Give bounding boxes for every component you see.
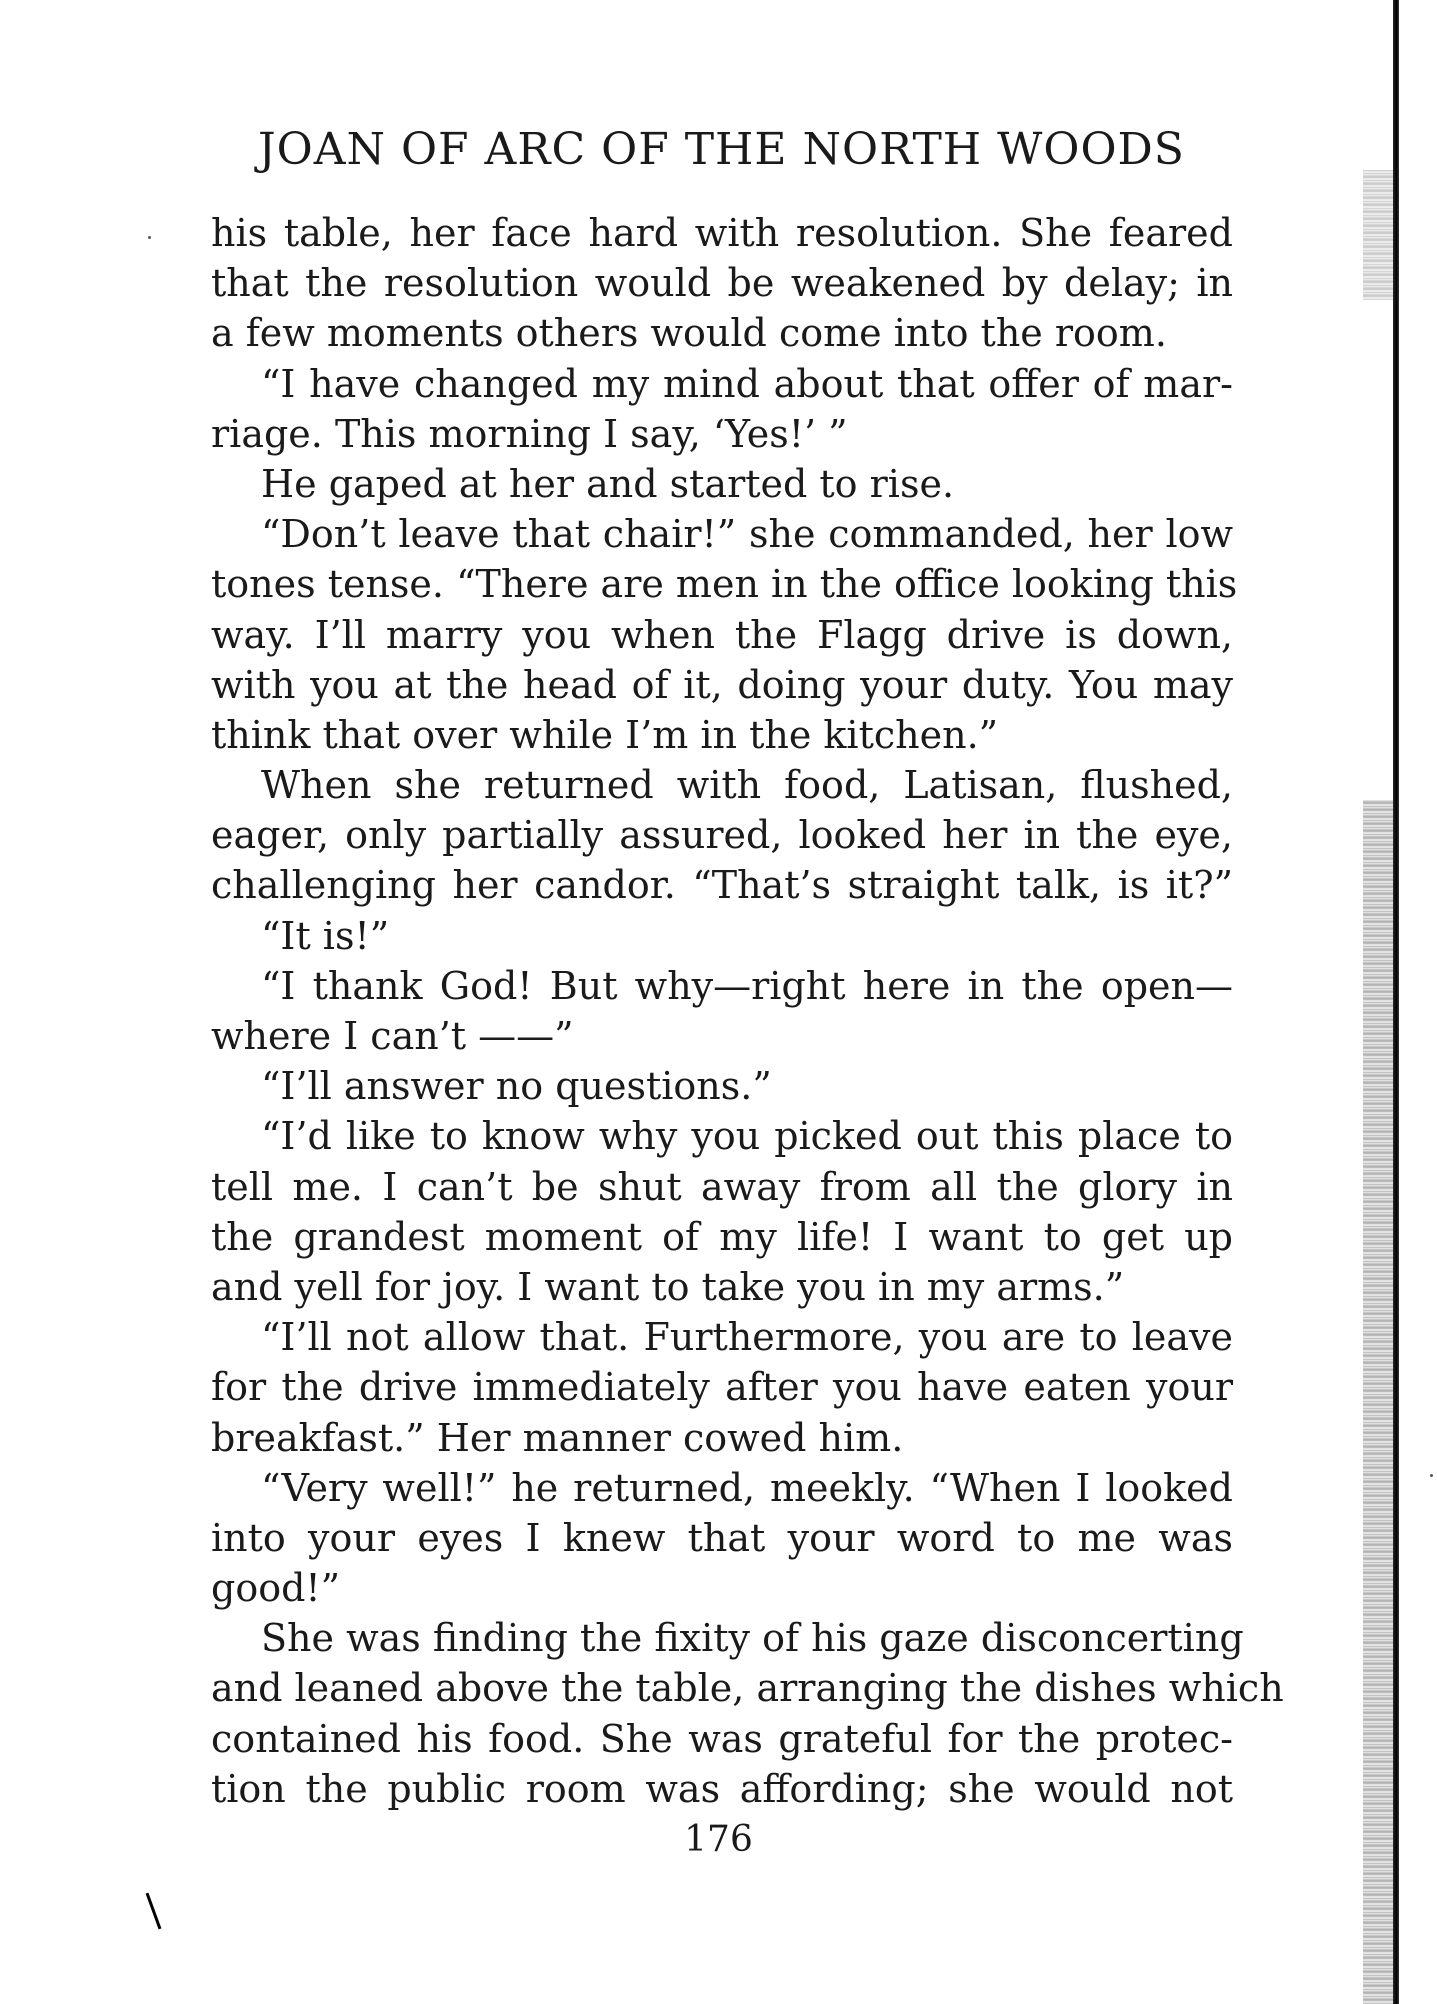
text-line: that the resolution would be weakened by delay; in <box>211 261 1233 306</box>
text-line: contained his food. She was grateful for the protec- <box>211 1716 1233 1761</box>
text-line: “I have changed my mind about that offer of mar- <box>261 361 1233 406</box>
text-line: When she returned with food, Latisan, flushed, <box>261 763 1233 808</box>
scan-speck <box>148 236 151 239</box>
text-line: with you at the head of it, doing your duty. You may <box>211 662 1233 707</box>
text-line: his table, her face hard with resolution. She feared <box>211 211 1233 255</box>
text-line: He gaped at her and started to rise. <box>261 461 955 506</box>
text-line: tion the public room was affording; she would not <box>211 1766 1233 1811</box>
binding-shadow-upper <box>1363 170 1393 300</box>
text-line: way. I’ll marry you when the Flagg drive is down, <box>211 612 1233 657</box>
text-line: and leaned above the table, arranging the dishes which <box>211 1666 1284 1711</box>
text-line: good!” <box>211 1566 341 1611</box>
text-line: “I’ll answer no questions.” <box>261 1064 772 1109</box>
text-line: think that over while I’m in the kitchen.” <box>211 712 999 757</box>
binding-edge <box>1393 0 1399 2004</box>
margin-mark <box>146 1893 162 1930</box>
text-line: tones tense. “There are men in the office looking this <box>211 562 1238 607</box>
text-line: She was finding the fixity of his gaze disconcerting <box>261 1616 1244 1661</box>
text-line: “Don’t leave that chair!” she commanded, her low <box>261 512 1233 557</box>
text-line: challenging her candor. “That’s straight talk, is it?” <box>211 863 1233 908</box>
page-number: 176 <box>684 1819 753 1860</box>
text-line: “I’ll not allow that. Furthermore, you are to leave <box>261 1315 1233 1360</box>
text-line: where I can’t ——” <box>211 1014 574 1058</box>
text-line: and yell for joy. I want to take you in my arms.” <box>211 1264 1125 1309</box>
text-line: for the drive immediately after you have eaten your <box>211 1365 1233 1410</box>
text-line: breakfast.” Her manner cowed him. <box>211 1415 904 1460</box>
text-line: eager, only partially assured, looked her in the eye, <box>211 813 1233 858</box>
text-line: the grandest moment of my life! I want to get up <box>211 1214 1233 1259</box>
text-line: “It is!” <box>261 913 390 958</box>
text-line: riage. This morning I say, ‘Yes!’ ” <box>211 411 848 456</box>
body-text <box>211 208 1284 1814</box>
scan-speck <box>1430 1474 1433 1477</box>
text-line: “I thank God! But why—right here in the open— <box>261 963 1233 1008</box>
running-head: JOAN OF ARC OF THE NORTH WOODS <box>258 124 1185 175</box>
binding-shadow-lower <box>1363 800 1393 2004</box>
text-line: “Very well!” he returned, meekly. “When I looked <box>261 1465 1233 1510</box>
text-line: a few moments others would come into the room. <box>211 311 1167 356</box>
text-line: tell me. I can’t be shut away from all the glory in <box>211 1164 1233 1209</box>
text-line: “I’d like to know why you picked out this place to <box>261 1114 1233 1159</box>
text-line: into your eyes I knew that your word to me was <box>211 1515 1233 1560</box>
